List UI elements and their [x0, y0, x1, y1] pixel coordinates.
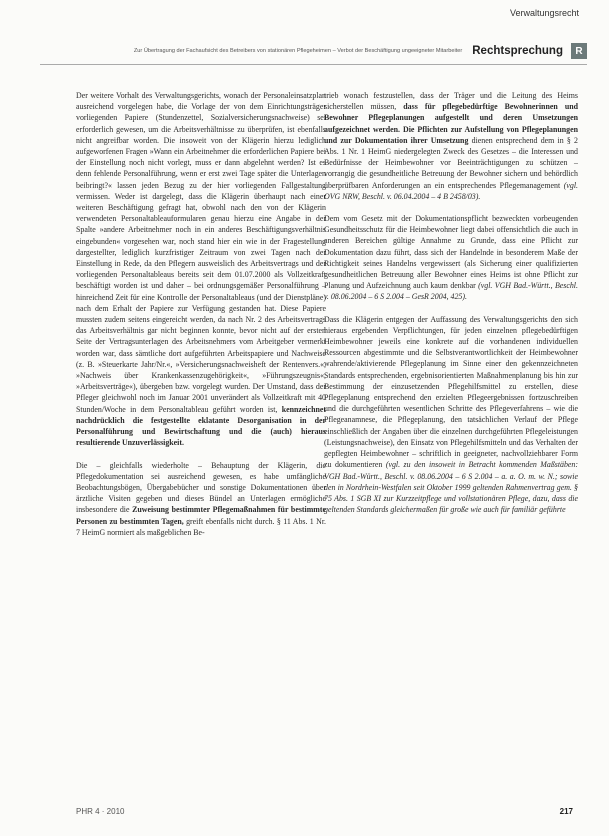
header-rule: [40, 64, 587, 65]
running-header: [40, 41, 587, 61]
right-p3-text: Dass die Klägerin entgegen der Auffassung des Verwaltungsgerichts den sich hieraus ergebenden Verpflichtungen, für jeden einzelnen pflegebedürftigen Heimbewohner jeweils eine konkrete auf die vorhandenen individuellen Ressourcen abgestimmte und die Selbstverantwortlichkeit der Heimbewohner wahrende/aktivierende Pflegeplanung im Sinne einer den gekennzeichneten Standards entsprechenden, ergebnisorientierten Maßnahmenplanung bis hin zur Bestimmung der einzusetzenden Pflegehilfsmittel zu erstellen, diese Pflegeplanung entsprechend den erzielten Pflegeergebnissen fortzuschreiben und die durchgeführten wesentlichen Schritte des Pflegeverfahrens – wie die Pflegeanamnese, die Pflegeplanung, den tatsächlichen Verlauf der Pflege einschließlich der Angaben über die einzelnen durchgeführten Pflegeleistungen (Leistungsnachweise), den Einsatz von Pflegehilfsmitteln und das Verhalten der gepflegten Heimbewohner – schriftlich in geeigneter, nachvollziehbarer Form zu dokumentieren: [324, 314, 578, 470]
left-p1-bold: kennzeichnet nachdrücklich die festgestellte eklatante Desorganisation in der Personalführung und Bewirtschaftung und die (auch) hieraus resultierende Unzuverlässigkeit.: [76, 404, 326, 448]
left-p2-tail: greift ebenfalls nicht durch. § 11 Abs. 1 Nr. 7 HeimG normiert als maßgeblichen Be-: [76, 516, 326, 537]
left-p2-text: Die – gleichfalls wiederholte – Behauptung der Klägerin, die Pflegedokumentation sei ausreichend gewesen, es habe umfängliche Beobachtungsbögen, Übergabebücher und sonstige Dokumentationen über ärztliche Visiten gegeben und dieses Bündel an Unterlagen ermögliche insbesondere die: [76, 460, 326, 515]
right-paragraph-2: [324, 213, 578, 303]
right-column: [324, 90, 578, 790]
section-badge: R: [571, 43, 587, 59]
page-footer: [76, 807, 573, 816]
right-p1-cite: (vgl. OVG NRW, Beschl. v. 06.04.2004 – 4 B 2458/03).: [324, 180, 578, 201]
right-p1-bold: dass für pflegebedürftige Bewohnerinnen und Bewohner Pflegeplanungen aufgestellt und deren Umsetzungen aufgezeichnet werden. Die Pflichten zur Aufstellung von Pflegeplanungen und zur Dokumentation ihrer Umsetzung: [324, 102, 578, 145]
left-column: [76, 90, 326, 790]
right-p2-cite: (vgl. VGH Bad.-Württ., Beschl. v. 08.06.2004 – 6 S 2.004 – GesR 2004, 425).: [324, 281, 578, 302]
journal-issue: PHR 4 · 2010: [76, 807, 125, 816]
left-paragraph-1: [76, 90, 326, 449]
left-paragraph-2: [76, 460, 326, 538]
right-p2-text: Dem vom Gesetz mit der Dokumentationspflicht bezweckten vorbeugenden Gesundheitsschutz für die Heimbewohner liegt dabei offensichtlich die auch in anderen Bereichen gültige Annahme zu Grunde, dass eine Pflicht zur Dokumentation dazu führt, dass sich der Handelnde in besonderem Maße der Richtigkeit seines Handelns vergewissert (als Sicherung einer qualifizierten gesundheitlichen Betreuung aller Bewohner eines Heims ist ohne Pflicht zur Planung und Aufzeichnung auch kaum denkbar: [324, 214, 578, 291]
right-p3-cite: (vgl. zu den insoweit in Betracht kommenden Maßstäben: VGH Bad.-Württ., Beschl. v. 08.06.2004 – 6 S 2.004 – a. a. O. m. w. N.; sowie den in Nordrhein-Westfalen seit Oktober 1999 geltenden Rahmenvertrag gem. § 75 Abs. 1 SGB XI zur Kurzzeitpflege und vollstationären Pflege, dazu, dass die geltenden Standards gleichermaßen für große wie auch für familiär geführte: [324, 460, 578, 515]
category-label: Verwaltungsrecht: [509, 8, 579, 18]
page-number: 217: [559, 807, 573, 816]
right-paragraph-3: [324, 314, 578, 516]
header-subtitle: Zur Übertragung der Fachaufsicht des Betreibers von stationären Pflegeheimen – Verbot der Beschäftigung ungeeigneter Mitarbeiter: [133, 48, 463, 54]
left-p1-text: Der weitere Vorhalt des Verwaltungsgerichts, wonach der Personaleinsatzplan ausreichend vorgelegen habe, die Vorlage der von dem Einrichtungsträger vorliegenden Papiere (Stundenzettel, Sozialversicherungsnachweise) sei erforderlich gewesen, um die Arbeitsverhältnisse zu überprüfen, ist ebenfalls nicht angreifbar worden. Die insoweit von der Klägerin hierzu lediglich aufgeworfenen Fragen »Wann ein Arbeitnehmer die erforderlichen Papiere bei der Einstellung noch nicht vorlegt, muss er dann abgelehnt werden? Ist es denn fehlende Personalführung, wenn er erst zwei Tage später die Unterlagen beibringt?« lassen jeden Bezug zu der hier vorliegenden Fallgestaltung vermissen. Weder ist dargelegt, dass die Klägerin überhaupt nach einer weiteren Beschäftigung gefragt hat, obwohl nach den von der Klägerin verwendeten Personaltableauformularen genau hierzu eine Angabe in der Spalte »andere Arbeitnehmer noch in ein anderes Beschäftigungsverhältnis eingebunden« vorgesehen war, noch stand hier ein wie in der Fragestellung dargestellter, lediglich kurzfristiger Zeitraum von zwei Tagen nach der Einstellung in Rede, da den Pflegern ausweislich des Arbeitsvertrags und der vorliegenden Personaltableaus bereits seit dem 01.07.2000 als Vollzeitkraft beschäftigt worden ist und daher – bei ordnungsgemäßer Personalführung – hinreichend Zeit für eine Kontrolle der Personaltableaus (und der Dienstpläne) nach dem Erhalt der Papiere zur Verfügung gestanden hat. Diese Papiere mussten zudem seitens eingereicht werden, da nach Nr. 2 des Arbeitsvertrags das Arbeitsverhältnis gar nicht beginnen konnte, bevor nicht auf der ersten Seite der Vertragsunterlagen des Arbeitsnehmers vom Arbeitgeber vermerkt worden war, dass sämtliche dort aufgeführten Arbeitspapiere und Nachweise (z. B. »Steuerkarte Jahr/Nr.«, »Versicherungsnachweisheft der Rentenvers.«, »Nachweis über Krankenkassenzugehörigkeit«, »Führungszeugnis«, »Arbeitsverträge«), übergeben bzw. vorgelegt wurden. Der Umstand, dass der Pfleger gleichwohl noch im Januar 2001 unverändert als Vollzeitkraft mit 40 Stunden/Woche in dem Personaltableau geführt worden ist,: [76, 91, 326, 414]
section-title: Rechtsprechung: [472, 45, 563, 57]
right-p1-mid: dienen entsprechend dem in § 2 Abs. 1 Nr. 1 HeimG niedergelegten Zweck des Gesetzes – die Interessen und Bedürfnisse der Heimbewohner vor Beeinträchtigungen zu schützen – vorrangig die gesundheitliche Betreuung der Bewohner sichern und behördlich überprüfbaren Anforderungen an ein entsprechendes Pflegemanagement: [324, 135, 578, 190]
left-p2-bold: Zuweisung bestimmter Pflegemaßnahmen für bestimmte Personen zu bestimmten Tagen,: [76, 505, 326, 526]
right-paragraph-1: [324, 90, 578, 202]
right-p1-start: trieb wonach festzustellen, dass der Träger und die Leitung des Heims sicherstellen müssen,: [324, 91, 578, 112]
